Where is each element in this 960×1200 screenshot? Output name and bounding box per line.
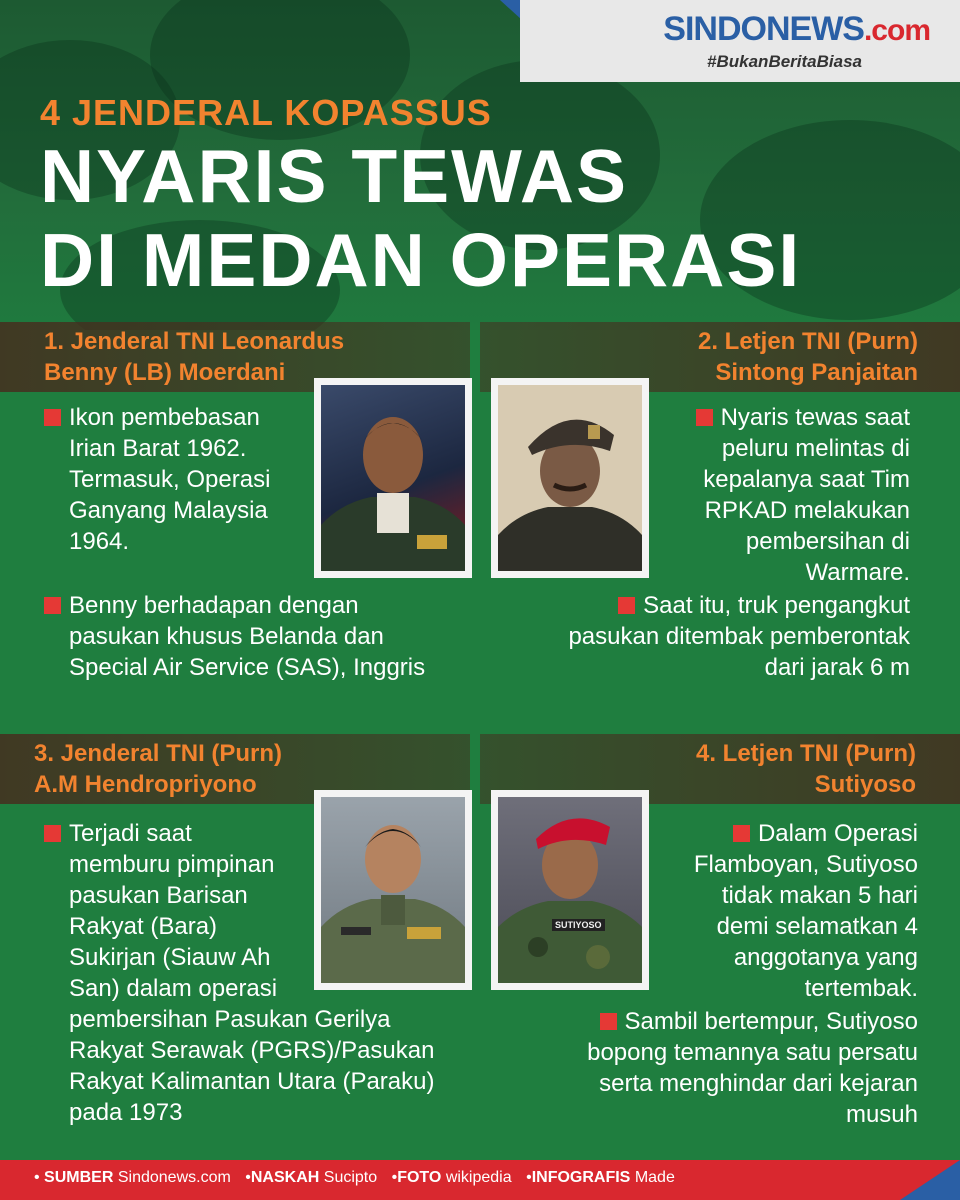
bullet-square-icon bbox=[618, 597, 635, 614]
footer-script: •NASKAH Sucipto bbox=[245, 1169, 378, 1186]
general-1-bullet-1 bbox=[44, 402, 304, 557]
general-2-bullet-1 bbox=[630, 402, 910, 588]
bullet-line: Irian Barat 1962. bbox=[69, 435, 247, 462]
bullet-line: Flamboyan, Sutiyoso bbox=[693, 851, 918, 878]
footer-infographic: •INFOGRAFIS Made bbox=[526, 1169, 675, 1186]
general-4-name bbox=[696, 738, 916, 800]
bullet-line: tertembak. bbox=[804, 975, 918, 1002]
bullet-line: Nyaris tewas saat bbox=[720, 404, 910, 431]
bullet-line: Rakyat Serawak (PGRS)/Pasukan bbox=[69, 1037, 435, 1064]
logo-main: SINDONEWS bbox=[663, 10, 864, 48]
bullet-line: Ganyang Malaysia bbox=[69, 497, 268, 524]
footer-script-value: Sucipto bbox=[323, 1169, 378, 1186]
general-2-name-line-1: 2. Letjen TNI (Purn) bbox=[697, 328, 918, 355]
bullet-line: dari jarak 6 m bbox=[764, 654, 910, 681]
footer-source: • SUMBER Sindonews.com bbox=[34, 1169, 231, 1186]
general-2-name-line-2: Sintong Panjaitan bbox=[715, 359, 918, 386]
general-4-bullet-1 bbox=[638, 818, 918, 1004]
bullet-square-icon bbox=[44, 409, 61, 426]
headline bbox=[40, 134, 801, 302]
footer-photo-value: wikipedia bbox=[445, 1169, 512, 1186]
bullet-square-icon bbox=[44, 597, 61, 614]
bullet-line: San) dalam operasi bbox=[69, 975, 278, 1002]
bullet-line: Benny berhadapan dengan bbox=[69, 592, 359, 619]
logo-suffix: .com bbox=[863, 14, 930, 47]
bullet-line: Dalam Operasi bbox=[757, 820, 918, 847]
general-1-bullet-2 bbox=[44, 590, 494, 683]
bullet-line: RPKAD melakukan bbox=[704, 497, 910, 524]
bullet-line: pembersihan Pasukan Gerilya bbox=[69, 1006, 391, 1033]
footer-accent-stripe bbox=[900, 1160, 960, 1200]
bullet-line: pasukan ditembak pemberontak bbox=[568, 623, 910, 650]
general-3-bullet-1 bbox=[44, 818, 494, 1128]
bullet-line: Rakyat (Bara) bbox=[69, 913, 218, 940]
bullet-line: peluru melintas di bbox=[721, 435, 910, 462]
bullet-line: musuh bbox=[845, 1101, 918, 1128]
bullet-line: memburu pimpinan bbox=[69, 851, 275, 878]
bullet-line: Saat itu, truk pengangkut bbox=[643, 592, 910, 619]
footer-photo: •FOTO wikipedia bbox=[391, 1169, 512, 1186]
bullet-line: Rakyat Kalimantan Utara (Paraku) bbox=[69, 1068, 435, 1095]
general-1-name-line-2: Benny (LB) Moerdani bbox=[44, 359, 286, 386]
footer-photo-label: FOTO bbox=[397, 1169, 442, 1186]
portrait-silhouette-icon bbox=[498, 797, 642, 983]
general-3-name bbox=[34, 738, 282, 800]
bullet-square-icon bbox=[733, 825, 750, 842]
bullet-line: Sukirjan (Siauw Ah bbox=[69, 944, 271, 971]
bullet-line: anggotanya yang bbox=[733, 944, 918, 971]
general-2-name bbox=[698, 326, 918, 388]
general-4-name-line-2: Sutiyoso bbox=[814, 771, 916, 798]
footer-source-label: SUMBER bbox=[44, 1169, 114, 1186]
general-1-name-line-1: 1. Jenderal TNI Leonardus bbox=[44, 328, 345, 355]
bullet-square-icon bbox=[696, 409, 713, 426]
bullet-line: Sambil bertempur, Sutiyoso bbox=[624, 1008, 918, 1035]
bullet-line: Special Air Service (SAS), Inggris bbox=[69, 654, 426, 681]
bullet-line: pada 1973 bbox=[69, 1099, 183, 1126]
bullet-line: Warmare. bbox=[805, 559, 910, 586]
footer-credits bbox=[34, 1169, 685, 1187]
bullet-line: bopong temannya satu persatu bbox=[587, 1039, 918, 1066]
general-2-bullet-2 bbox=[490, 590, 910, 683]
name-tape: SUTIYOSO bbox=[552, 919, 605, 931]
footer-script-label: NASKAH bbox=[250, 1169, 320, 1186]
photo-panjaitan bbox=[491, 378, 649, 578]
footer-info-value: Made bbox=[634, 1169, 675, 1186]
bullet-line: Terjadi saat bbox=[69, 820, 192, 847]
general-4-name-line-1: 4. Letjen TNI (Purn) bbox=[695, 740, 916, 767]
bullet-line: Ikon pembebasan bbox=[69, 404, 260, 431]
portrait-silhouette-icon bbox=[498, 385, 642, 571]
headline-line-2: DI MEDAN OPERASI bbox=[40, 218, 802, 302]
photo-moerdani bbox=[314, 378, 472, 578]
bullet-line: pasukan khusus Belanda dan bbox=[69, 623, 384, 650]
bullet-line: demi selamatkan 4 bbox=[716, 913, 918, 940]
general-1-name bbox=[44, 326, 344, 388]
bullet-line: pembersihan di bbox=[745, 528, 910, 555]
portrait-silhouette-icon bbox=[321, 385, 465, 571]
bullet-line: serta menghindar dari kejaran bbox=[599, 1070, 918, 1097]
bullet-square-icon bbox=[44, 825, 61, 842]
bullet-square-icon bbox=[600, 1013, 617, 1030]
photo-sutiyoso bbox=[491, 790, 649, 990]
bullet-line: kepalanya saat Tim bbox=[703, 466, 910, 493]
sindonews-logo bbox=[663, 10, 930, 49]
bullet-line: pasukan Barisan bbox=[69, 882, 248, 909]
logo-tagline: #BukanBeritaBiasa bbox=[707, 52, 862, 71]
bullet-line: tidak makan 5 hari bbox=[721, 882, 918, 909]
footer-source-value: Sindonews.com bbox=[117, 1169, 231, 1186]
general-3-name-line-2: A.M Hendropriyono bbox=[34, 771, 257, 798]
footer-info-label: INFOGRAFIS bbox=[531, 1169, 631, 1186]
bullet-line: 1964. bbox=[69, 528, 130, 555]
general-4-bullet-2 bbox=[498, 1006, 918, 1130]
general-3-name-line-1: 3. Jenderal TNI (Purn) bbox=[34, 740, 283, 767]
bullet-line: Termasuk, Operasi bbox=[69, 466, 271, 493]
headline-kicker: 4 JENDERAL KOPASSUS bbox=[40, 92, 492, 133]
headline-line-1: NYARIS TEWAS bbox=[40, 134, 629, 218]
